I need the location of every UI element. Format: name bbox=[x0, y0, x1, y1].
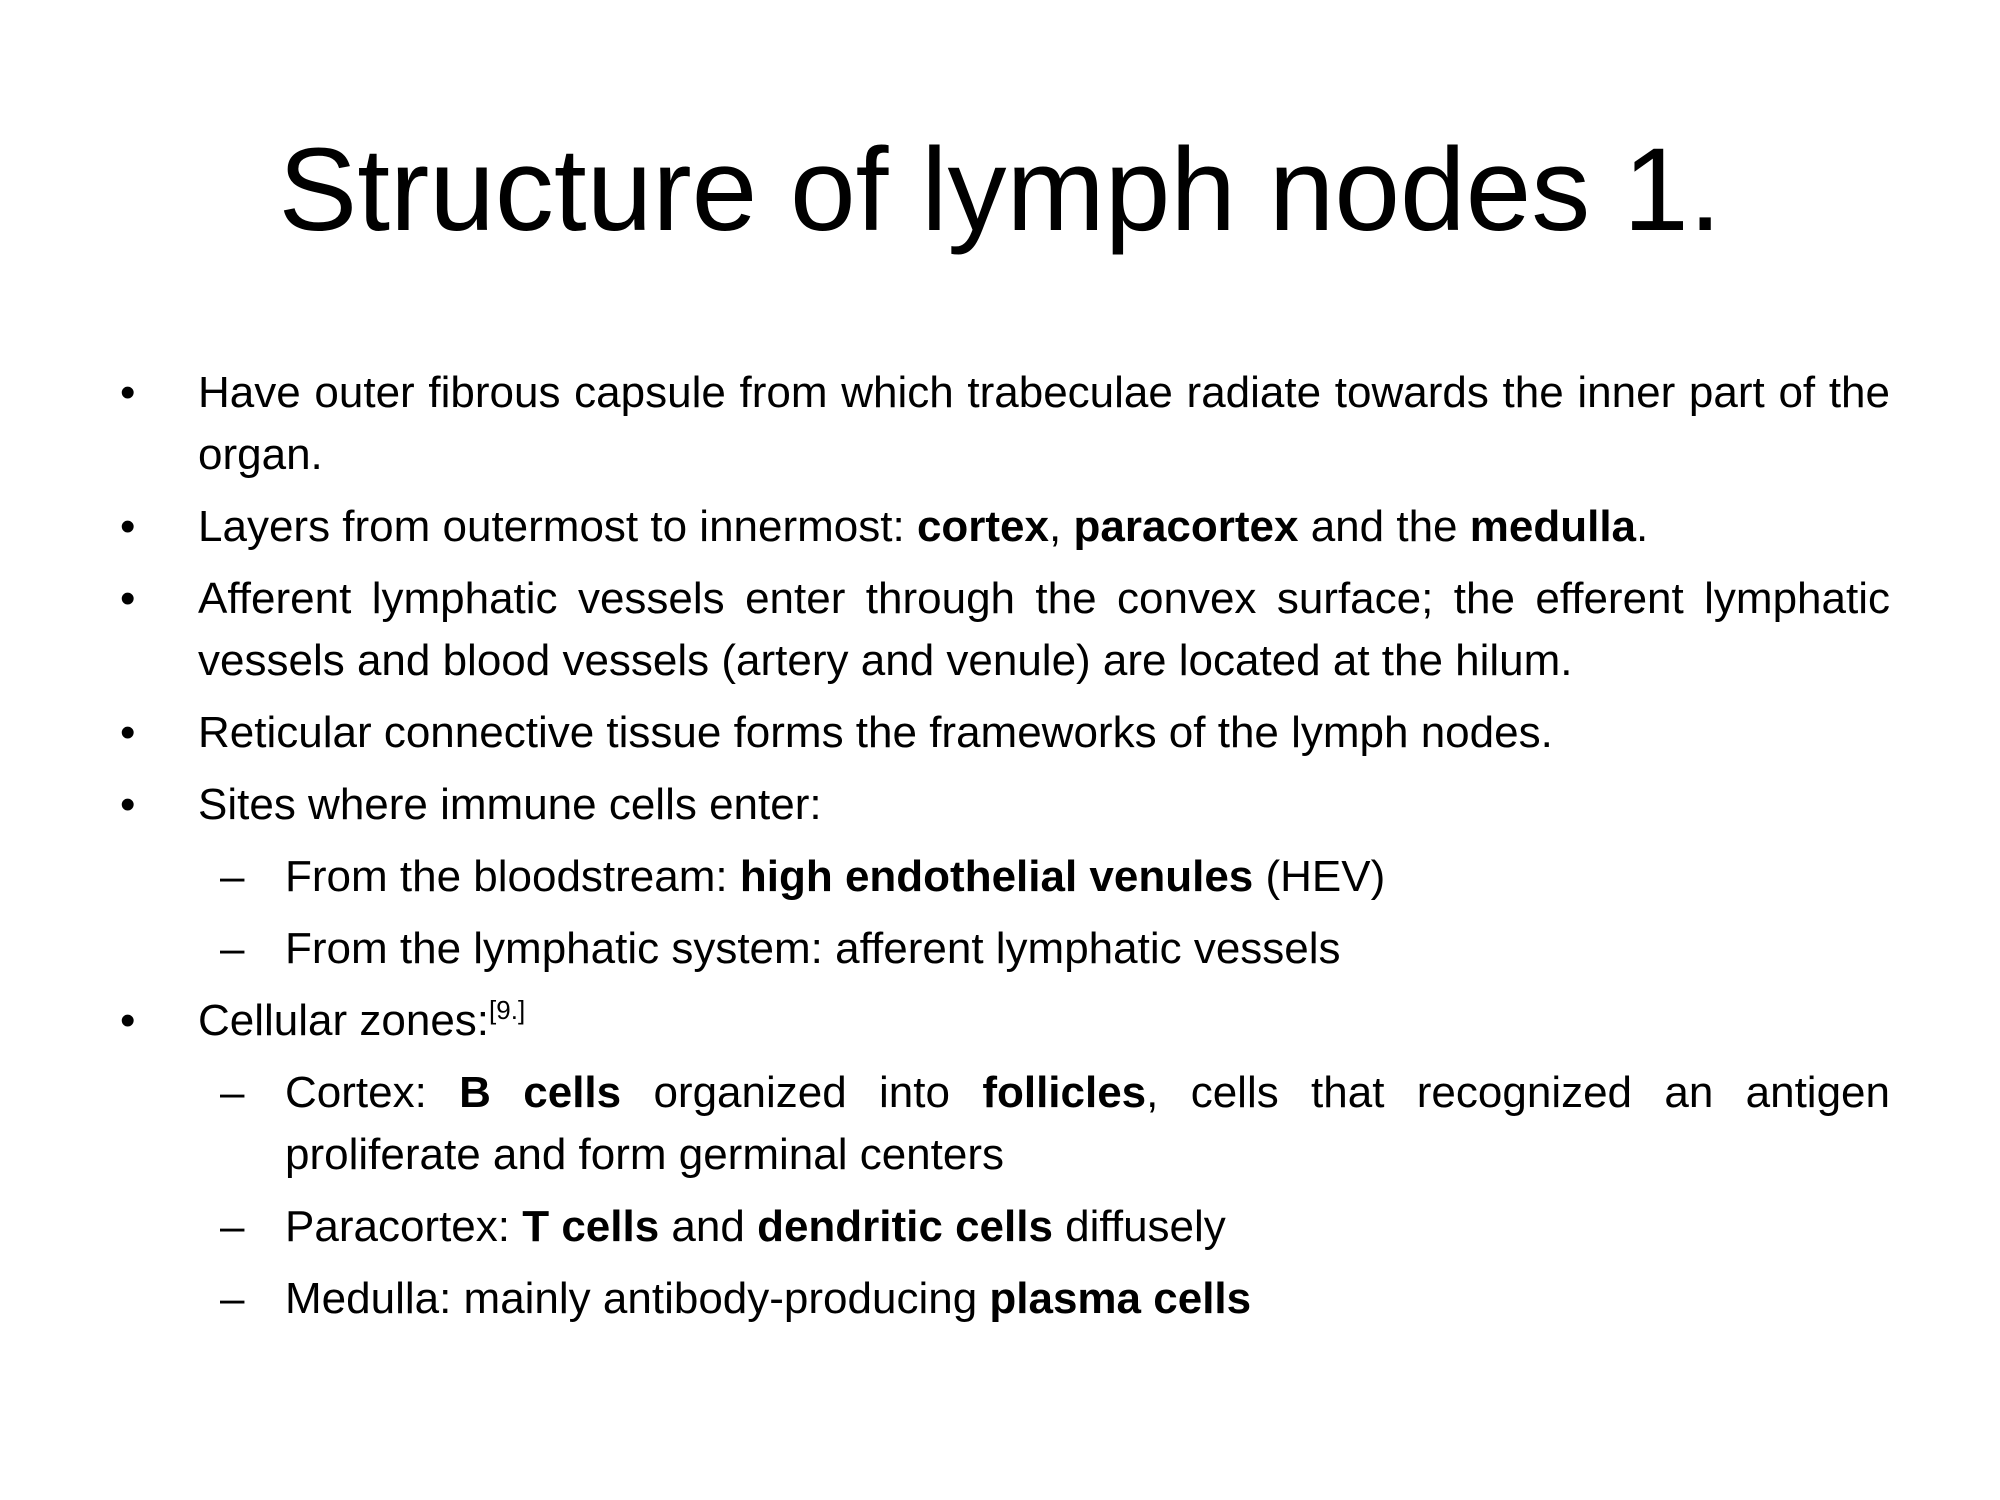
bold-term: paracortex bbox=[1073, 502, 1299, 551]
bullet-text bbox=[198, 368, 1890, 479]
bullet-text bbox=[198, 502, 1648, 551]
sub-bullet-item bbox=[110, 1062, 1890, 1186]
sub-bullet-item bbox=[110, 1268, 1890, 1330]
bullet-item bbox=[110, 702, 1890, 764]
text-segment: Sites where immune cells enter: bbox=[198, 780, 822, 829]
text-segment: Layers from outermost to innermost: bbox=[198, 502, 917, 551]
bullet-text bbox=[198, 574, 1890, 685]
dash-marker: – bbox=[220, 852, 245, 901]
bullet-text bbox=[285, 1274, 1251, 1323]
text-segment: Afferent lymphatic vessels enter through the convex surface; the efferent lymphatic vessels and blood vessels (artery and venule) are located at the hilum. bbox=[198, 574, 1890, 685]
bullet-text bbox=[285, 852, 1385, 901]
dash-marker: – bbox=[220, 1202, 245, 1251]
bullet-marker: • bbox=[120, 996, 136, 1045]
text-segment: From the bloodstream: bbox=[285, 852, 740, 901]
bold-term: medulla bbox=[1469, 502, 1637, 551]
text-segment: Cortex: bbox=[285, 1068, 460, 1117]
bullet-item bbox=[110, 496, 1890, 558]
dash-marker: – bbox=[220, 924, 245, 973]
bullet-marker: • bbox=[120, 780, 136, 829]
bold-term: cortex bbox=[916, 502, 1050, 551]
text-segment: . bbox=[1636, 502, 1649, 551]
text-segment: From the lymphatic system: afferent lymphatic vessels bbox=[285, 924, 1341, 973]
sub-bullet-item bbox=[110, 1196, 1890, 1258]
bold-term: B cells bbox=[459, 1068, 622, 1117]
text-segment: organized into bbox=[621, 1068, 983, 1117]
text-segment: Medulla: mainly antibody-producing bbox=[285, 1274, 990, 1323]
text-segment: and the bbox=[1298, 502, 1470, 551]
slide-body bbox=[110, 362, 1890, 1340]
bullet-text bbox=[198, 780, 822, 829]
text-segment: diffusely bbox=[1052, 1202, 1226, 1251]
sub-bullet-item bbox=[110, 846, 1890, 908]
bullet-item bbox=[110, 568, 1890, 692]
text-segment: (HEV) bbox=[1253, 852, 1386, 901]
bullet-item bbox=[110, 362, 1890, 486]
text-segment: Paracortex: bbox=[285, 1202, 523, 1251]
bullet-text bbox=[285, 1202, 1226, 1251]
bullet-marker: • bbox=[120, 502, 136, 551]
bullet-text bbox=[285, 1068, 1890, 1179]
bullet-text bbox=[198, 996, 525, 1045]
slide-title: Structure of lymph nodes 1. bbox=[278, 124, 1722, 256]
bold-term: dendritic cells bbox=[757, 1202, 1053, 1251]
bullet-item bbox=[110, 990, 1890, 1052]
bullet-marker: • bbox=[120, 708, 136, 757]
sub-bullet-item bbox=[110, 918, 1890, 980]
bold-term: T cells bbox=[522, 1202, 660, 1251]
text-segment: Reticular connective tissue forms the frameworks of the lymph nodes. bbox=[198, 708, 1553, 757]
citation-ref: [9.] bbox=[489, 995, 526, 1025]
bullet-text bbox=[285, 924, 1341, 973]
bullet-text bbox=[198, 708, 1553, 757]
dash-marker: – bbox=[220, 1068, 245, 1117]
bold-term: high endothelial venules bbox=[739, 852, 1254, 901]
text-segment: Cellular zones: bbox=[198, 996, 490, 1045]
text-segment: and bbox=[659, 1202, 758, 1251]
bold-term: follicles bbox=[982, 1068, 1147, 1117]
bullet-item bbox=[110, 774, 1890, 836]
text-segment: , bbox=[1049, 502, 1074, 551]
dash-marker: – bbox=[220, 1274, 245, 1323]
bullet-marker: • bbox=[120, 368, 136, 417]
text-segment: , cells that recognized an antigen proliferate and form germinal centers bbox=[285, 1068, 1890, 1179]
text-segment: Have outer fibrous capsule from which trabeculae radiate towards the inner part of the organ. bbox=[198, 368, 1890, 479]
bold-term: plasma cells bbox=[989, 1274, 1252, 1323]
bullet-marker: • bbox=[120, 574, 136, 623]
